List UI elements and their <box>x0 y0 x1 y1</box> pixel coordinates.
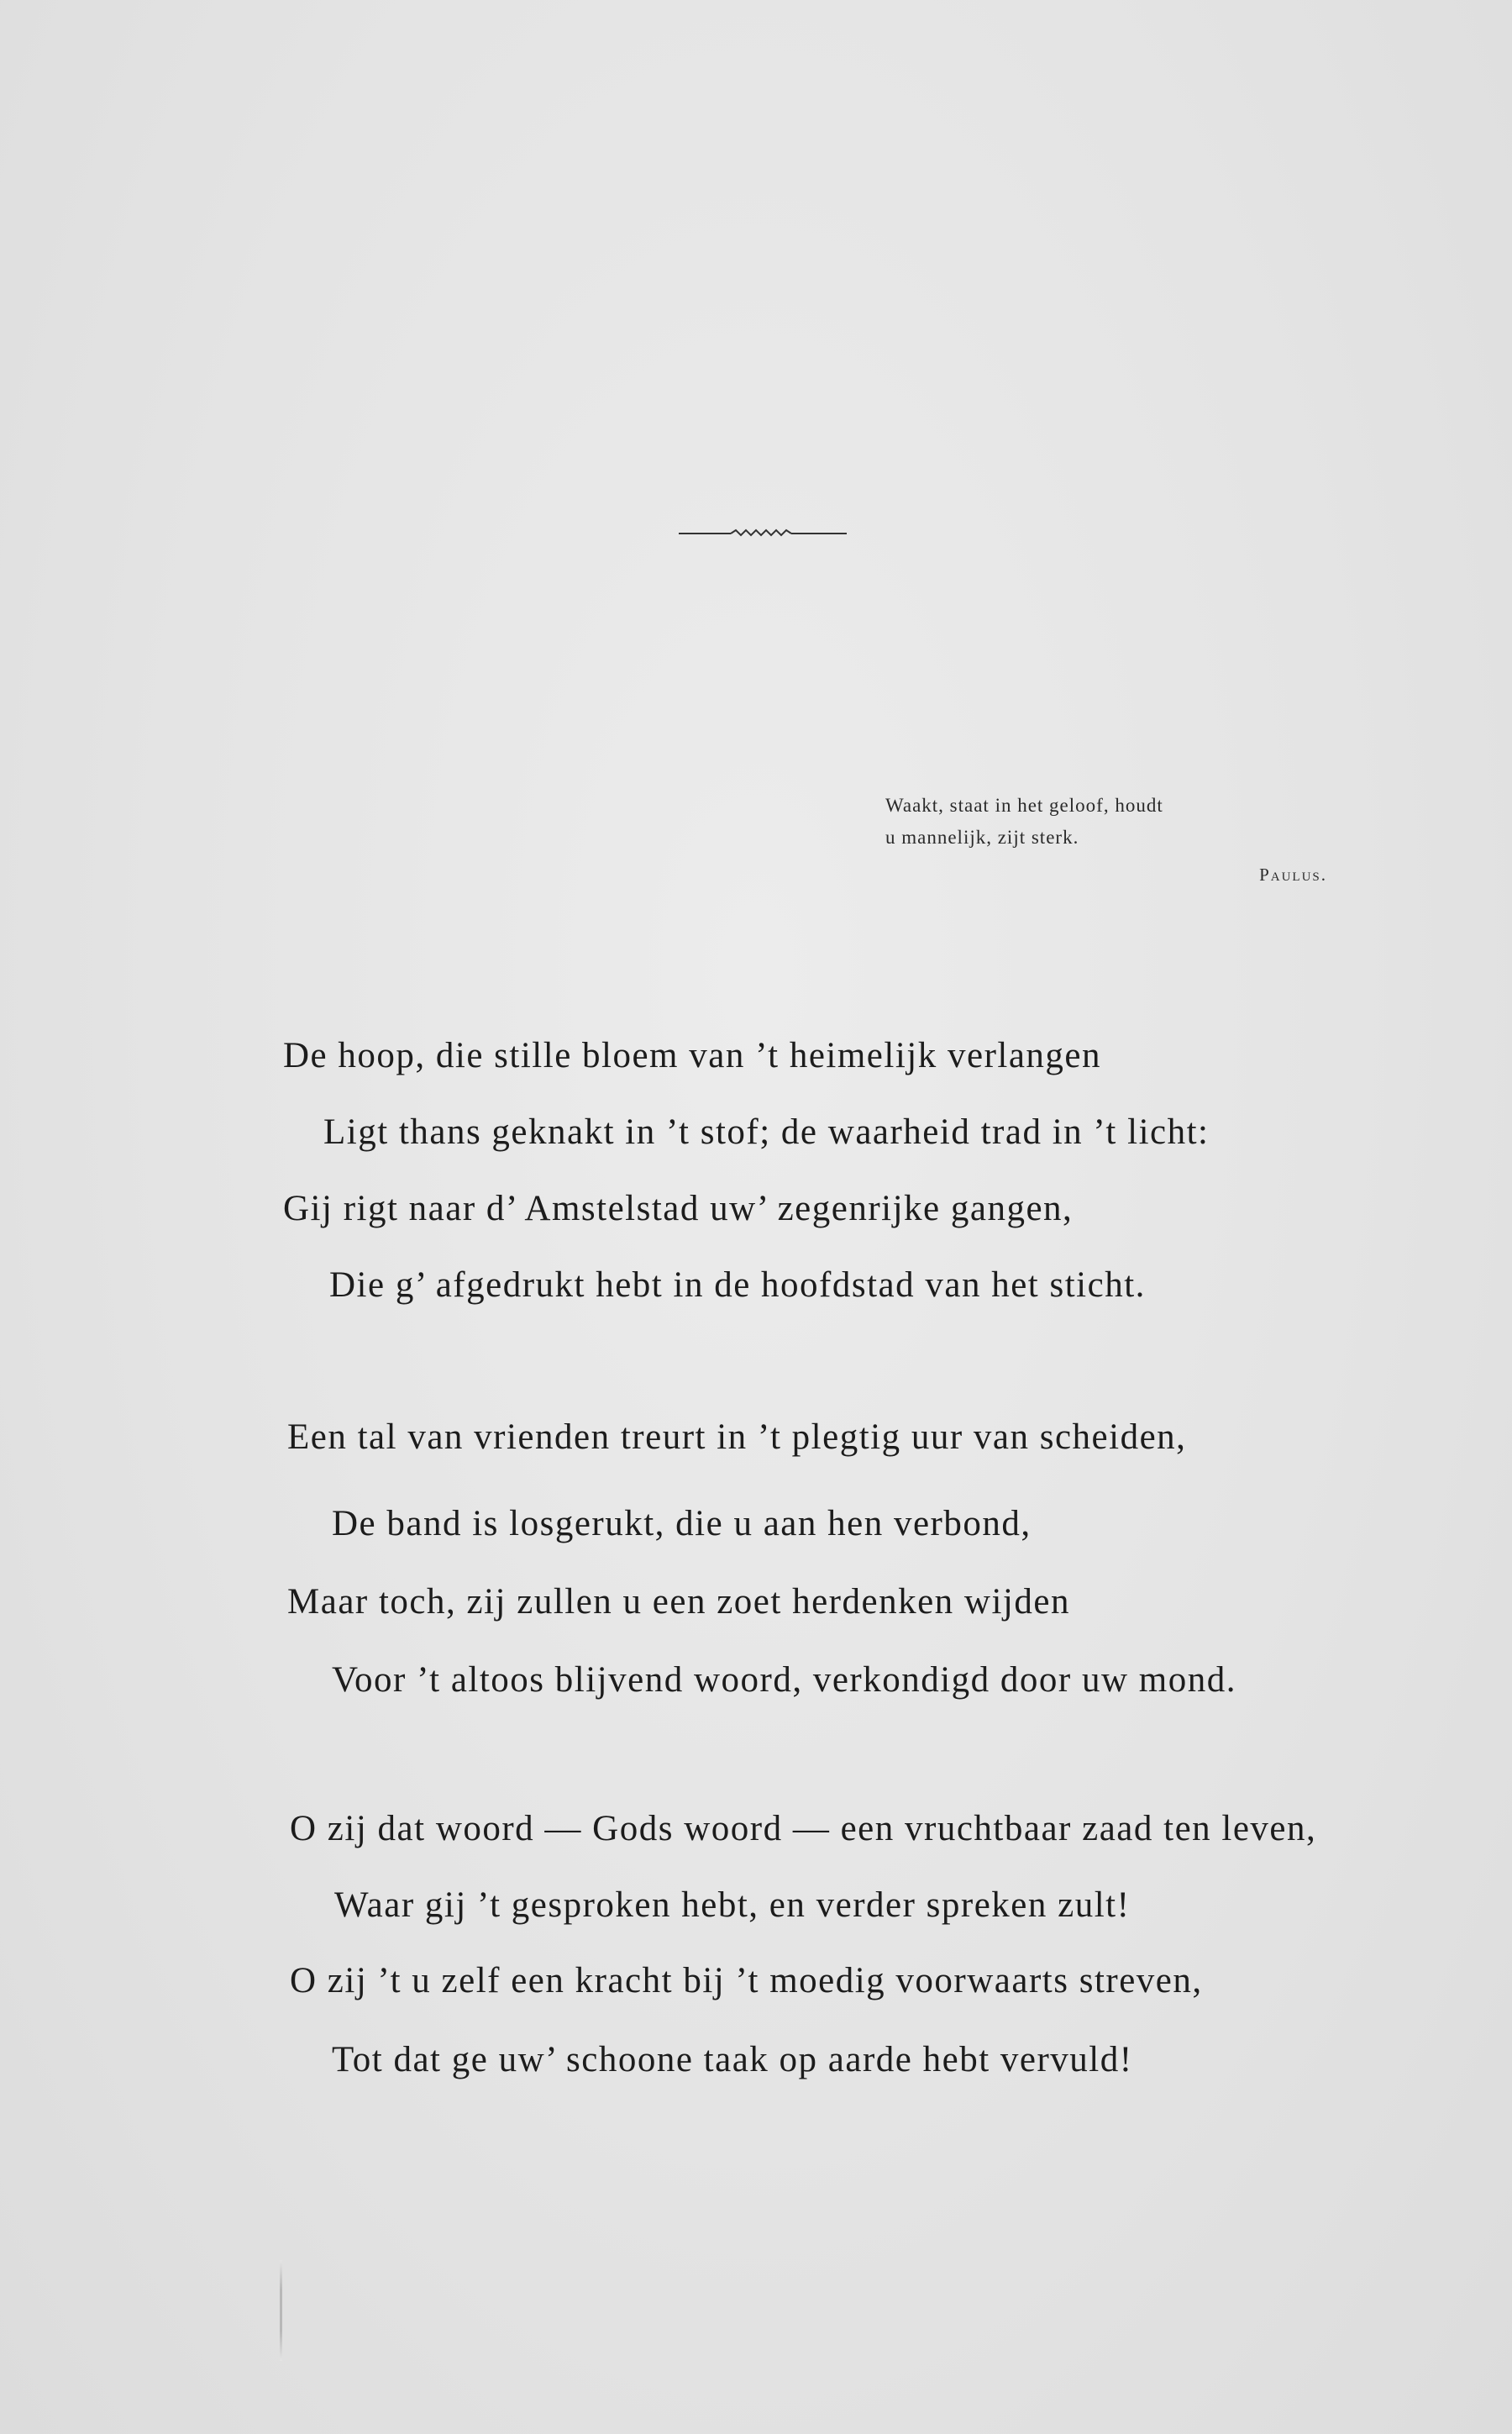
stanza-1-line-4: Die g’ afgedrukt hebt in de hoofdstad van het sticht. <box>329 1265 1146 1305</box>
stanza-2-line-1: Een tal van vrienden treurt in ’t plegtig uur van scheiden, <box>287 1417 1187 1457</box>
stanza-2-line-3: Maar toch, zij zullen u een zoet herdenken wijden <box>287 1582 1070 1622</box>
stanza-1-line-2: Ligt thans geknakt in ’t stof; de waarheid trad in ’t licht: <box>323 1112 1210 1152</box>
stanza-3-line-1: O zij dat woord — Gods woord — een vruchtbaar zaad ten leven, <box>290 1809 1317 1848</box>
stanza-2-line-2: De band is losgerukt, die u aan hen verbond, <box>332 1504 1032 1543</box>
epigraph-line-1: Waakt, staat in het geloof, houdt <box>885 795 1163 816</box>
stanza-2-line-4: Voor ’t altoos blijvend woord, verkondigd door uw mond. <box>332 1660 1237 1700</box>
stanza-3-line-2: Waar gij ’t gesproken hebt, en verder spreken zult! <box>334 1885 1131 1925</box>
stanza-1-line-3: Gij rigt naar d’ Amstelstad uw’ zegenrijke gangen, <box>283 1189 1074 1228</box>
stanza-3-line-4: Tot dat ge uw’ schoone taak op aarde hebt vervuld! <box>332 2040 1133 2079</box>
epigraph-author: Paulus. <box>1259 865 1327 885</box>
epigraph-line-2: u mannelijk, zijt sterk. <box>885 827 1079 848</box>
scan-edge-mark <box>280 2260 282 2361</box>
stanza-1-line-1: De hoop, die stille bloem van ’t heimelijk verlangen <box>283 1036 1102 1075</box>
stanza-3-line-3: O zij ’t u zelf een kracht bij ’t moedig voorwaarts streven, <box>290 1961 1203 2000</box>
